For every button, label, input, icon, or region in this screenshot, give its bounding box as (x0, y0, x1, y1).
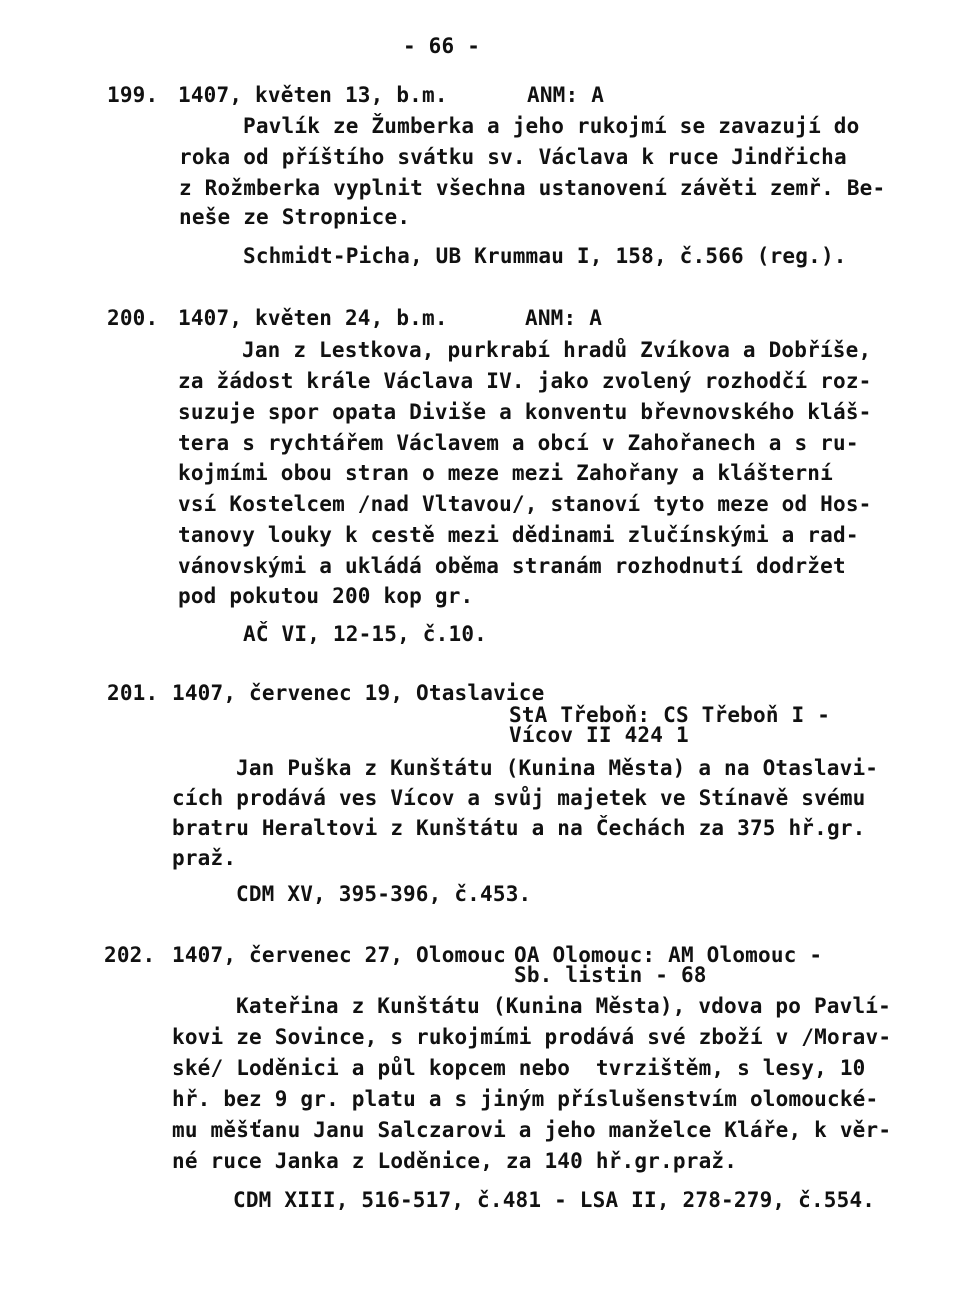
entry-number: 201. (107, 681, 159, 705)
entry-text-line: mu měšťanu Janu Salczarovi a jeho manželce Kláře, k věr- (172, 1118, 892, 1142)
entry-text-line: roka od příštího svátku sv. Václava k ruce Jindřicha (179, 145, 847, 169)
entry-text-line: tanovy louky k cestě mezi dědinami zlučínskými a rad- (178, 523, 859, 547)
entry-number: 199. (107, 83, 159, 107)
entry-date-place: 1407, červenec 27, Olomouc (172, 943, 506, 967)
entry-text-line: neše ze Stropnice. (179, 205, 411, 229)
entry-date-place: 1407, květen 13, b.m. (178, 83, 448, 107)
entry-reference: Schmidt-Picha, UB Krummau I, 158, č.566 (reg.). (243, 244, 847, 268)
entry-text-line: hř. bez 9 gr. platu a s jiným příslušenstvím olomoucké- (172, 1087, 879, 1111)
entry-archive-source: StA Třeboň: CS Třeboň I - (509, 703, 831, 727)
entry-text-line: Jan z Lestkova, purkrabí hradů Zvíkova a Dobříše, (242, 338, 872, 362)
entry-reference: CDM XV, 395-396, č.453. (236, 882, 532, 906)
entry-text-line: z Rožmberka vyplnit všechna ustanovení závěti zemř. Be- (179, 176, 886, 200)
entry-archive-source: ANM: A (527, 83, 605, 107)
entry-text-line: Kateřina z Kunštátu (Kunina Města), vdova po Pavlí- (236, 994, 891, 1018)
entry-text-line: bratru Heraltovi z Kunštátu a na Čechách za 375 hř.gr. (172, 816, 866, 840)
entry-text-line: Pavlík ze Žumberka a jeho rukojmí se zavazují do (243, 114, 860, 138)
entry-text-line: tera s rychtářem Václavem a obcí v Zahořanech a s ru- (178, 431, 859, 455)
entry-archive-source: Sb. listin - 68 (514, 963, 707, 987)
entry-text-line: vsí Kostelcem /nad Vltavou/, stanoví tyto meze od Hos- (178, 492, 872, 516)
entry-text-line: vánovskými a ukládá oběma stranám rozhodnutí dodržet (178, 554, 846, 578)
entry-date-place: 1407, červenec 19, Otaslavice (172, 681, 545, 705)
entry-archive-source: OA Olomouc: AM Olomouc - (514, 943, 823, 967)
entry-archive-source: Vícov II 424 1 (509, 723, 689, 747)
entry-date-place: 1407, květen 24, b.m. (178, 306, 448, 330)
entry-text-line: kovi ze Sovince, s rukojmími prodává své zboží v /Morav- (172, 1025, 892, 1049)
entry-text-line: ské/ Loděnici a půl kopcem nebo tvrzištěm, s lesy, 10 (172, 1056, 866, 1080)
entry-text-line: né ruce Janka z Loděnice, za 140 hř.gr.praž. (172, 1149, 738, 1173)
entry-text-line: kojmími obou stran o meze mezi Zahořany a klášterní (178, 461, 833, 485)
entry-number: 202. (104, 943, 156, 967)
entry-text-line: praž. (172, 846, 237, 870)
entry-text-line: pod pokutou 200 kop gr. (178, 584, 474, 608)
entry-archive-source: ANM: A (525, 306, 603, 330)
entry-reference: AČ VI, 12-15, č.10. (243, 622, 488, 646)
entry-reference: CDM XIII, 516-517, č.481 - LSA II, 278-279, č.554. (233, 1188, 876, 1212)
entry-number: 200. (107, 306, 159, 330)
entry-text-line: za žádost krále Václava IV. jako zvolený rozhodčí roz- (178, 369, 872, 393)
page-number: - 66 - (403, 34, 481, 58)
entry-text-line: cích prodává ves Vícov a svůj majetek ve Stínavě svému (172, 786, 866, 810)
entry-text-line: suzuje spor opata Diviše a konventu břevnovského kláš- (178, 400, 872, 424)
entry-text-line: Jan Puška z Kunštátu (Kunina Města) a na Otaslavi- (236, 756, 879, 780)
